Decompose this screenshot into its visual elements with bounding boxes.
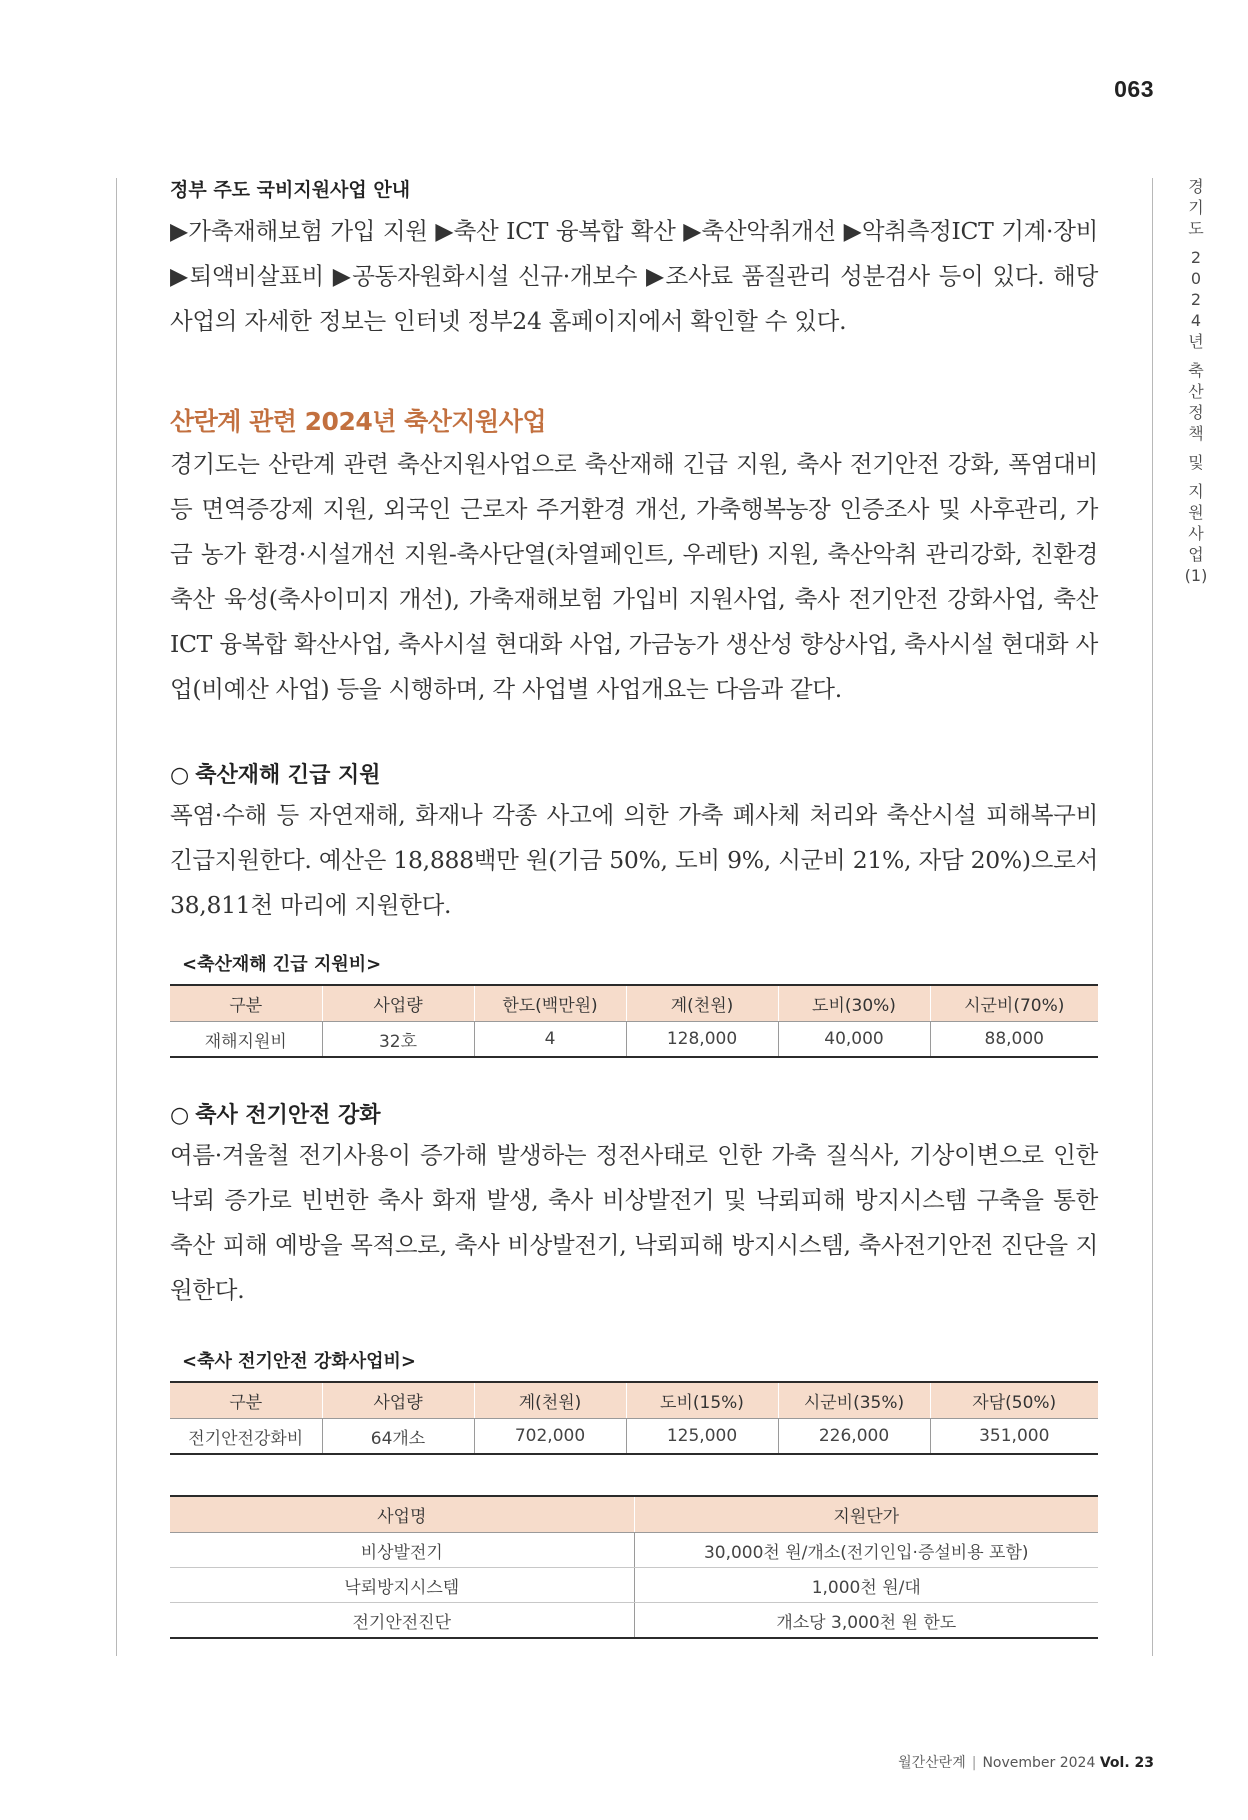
table-header: 자담(50%) [930,1382,1098,1419]
table-row [170,1022,1098,1058]
table-row [170,1568,1098,1603]
table-row [170,1603,1098,1639]
table-cell: 125,000 [626,1419,778,1455]
circle-bullet-icon: ○ [170,1103,190,1128]
table-header: 구분 [170,985,322,1022]
table-cell: 128,000 [626,1022,778,1058]
disaster-table-caption: <축산재해 긴급 지원비> [182,954,382,975]
table-cell: 32호 [322,1022,474,1058]
section-title: 산란계 관련 2024년 축산지원사업 [170,407,546,436]
page-footer: 월간산란계 | November 2024 Vol. 23 [898,1755,1154,1771]
table-cell: 1,000천 원/대 [634,1568,1098,1603]
electric-table-caption: <축사 전기안전 강화사업비> [182,1351,416,1372]
table-header: 한도(백만원) [474,985,626,1022]
table-cell: 재해지원비 [170,1022,322,1058]
table-cell: 64개소 [322,1419,474,1455]
table-header: 도비(30%) [778,985,930,1022]
left-margin-rule [116,178,117,1656]
table-cell: 개소당 3,000천 원 한도 [634,1603,1098,1639]
table-header: 구분 [170,1382,322,1419]
disaster-heading: ○ 축산재해 긴급 지원 [170,763,381,788]
section-paragraph: 경기도는 산란계 관련 축산지원사업으로 축산재해 긴급 지원, 축사 전기안전 강화, 폭염대비 등 면역증강제 지원, 외국인 근로자 주거환경 개선, 가축행복농장 인증조사 및 사후관리, 가금 농가 환경·시설개선 지원-축사단열(차열페인트, 우레탄) 지원, 축산악취 관리강화, 친환경 축산 육성(축사이미지 개선), 가축재해보험 가입비 지원사업, 축사 전기안전 강화사업, 축산 ICT 융복합 확산사업, 축사시설 현대화 사업, 가금농가 생산성 향상사업, 축사시설 현대화 사업(비예산 사업) 등을 시행하며, 각 사업별 사업개요는 다음과 같다. [170,450,1098,703]
magazine-name: 월간산란계 [898,1755,966,1771]
disaster-paragraph: 폭염·수해 등 자연재해, 화재나 각종 사고에 의한 가축 폐사체 처리와 축산시설 피해복구비 긴급지원한다. 예산은 18,888백만 원(기금 50%, 도비 9%, 시군비 21%, 자담 20%)으로서 38,811천 마리에 지원한다. [170,801,1098,919]
table-header: 사업명 [170,1496,634,1533]
table-cell: 낙뢰방지시스템 [170,1568,634,1603]
unit-price-table [170,1495,1098,1639]
table-header: 지원단가 [634,1496,1098,1533]
table-cell: 40,000 [778,1022,930,1058]
disaster-table [170,984,1098,1058]
table-cell: 비상발전기 [170,1533,634,1568]
table-header-row [170,1496,1098,1533]
side-section-label: 경 기 도 2 0 2 4 년 축 산 정 책 및 지 원 사 업 (1) [1184,177,1208,585]
table-row [170,1533,1098,1568]
table-header-row [170,1382,1098,1419]
table-header: 계(천원) [626,985,778,1022]
electric-heading: ○ 축사 전기안전 강화 [170,1103,381,1128]
table-header: 사업량 [322,985,474,1022]
electric-budget-table [170,1381,1098,1455]
electric-paragraph: 여름·겨울철 전기사용이 증가해 발생하는 정전사태로 인한 가축 질식사, 기상이변으로 인한 낙뢰 증가로 빈번한 축사 화재 발생, 축사 비상발전기 및 낙뢰피해 방지시스템 구축을 통한 축산 피해 예방을 목적으로, 축사 비상발전기, 낙뢰피해 방지시스템, 축사전기안전 진단을 지원한다. [170,1141,1098,1304]
table-cell: 전기안전강화비 [170,1419,322,1455]
table-cell: 702,000 [474,1419,626,1455]
table-header: 도비(15%) [626,1382,778,1419]
issue-date: November 2024 [982,1755,1096,1771]
table-header: 시군비(70%) [930,985,1098,1022]
table-header: 계(천원) [474,1382,626,1419]
table-cell: 226,000 [778,1419,930,1455]
table-cell: 전기안전진단 [170,1603,634,1639]
table-cell: 30,000천 원/개소(전기인입·증설비용 포함) [634,1533,1098,1568]
issue-volume: Vol. 23 [1099,1755,1154,1771]
intro-paragraph: ▶가축재해보험 가입 지원 ▶축산 ICT 융복합 확산 ▶축산악취개선 ▶악취측정ICT 기계·장비 ▶퇴액비살표비 ▶공동자원화시설 신규·개보수 ▶조사료 품질관리 성분검사 등이 있다. 해당 사업의 자세한 정보는 인터넷 정부24 홈페이지에서 확인할 수 있다. [170,217,1098,335]
table-header-row [170,985,1098,1022]
table-cell: 351,000 [930,1419,1098,1455]
table-header: 사업량 [322,1382,474,1419]
table-cell: 4 [474,1022,626,1058]
page-number: 063 [1114,76,1154,102]
intro-heading: 정부 주도 국비지원사업 안내 [170,179,411,201]
right-margin-rule [1152,178,1153,1656]
article-body [170,175,1098,1639]
circle-bullet-icon: ○ [170,763,190,788]
table-row [170,1419,1098,1455]
table-cell: 88,000 [930,1022,1098,1058]
table-header: 시군비(35%) [778,1382,930,1419]
